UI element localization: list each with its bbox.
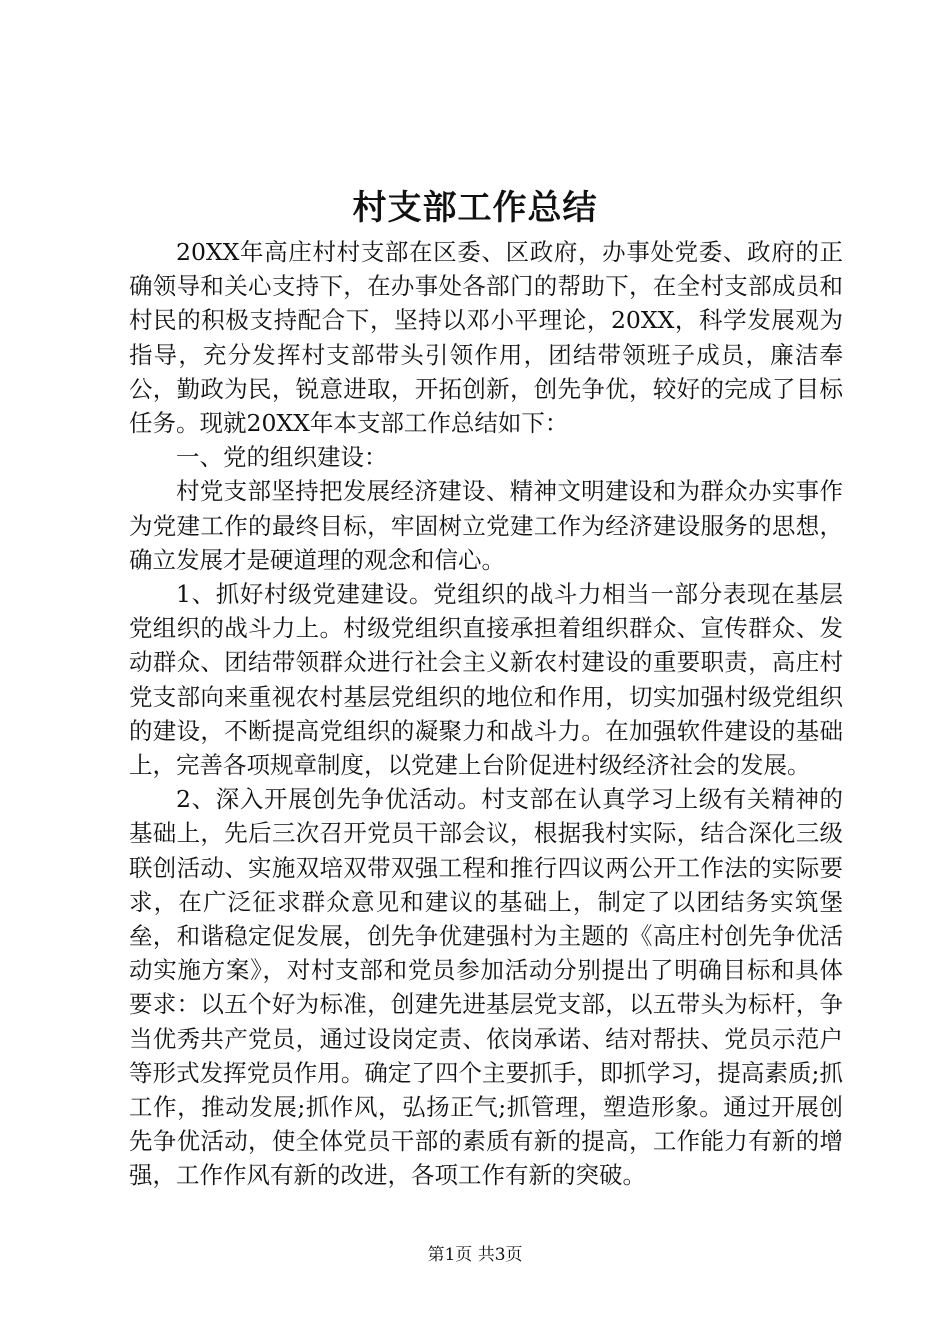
paragraph-item-2: 2、深入开展创先争优活动。村支部在认真学习上级有关精神的基础上，先后三次召开党员干部会议，根据我村实际，结合深化三级联创活动、实施双培双带双强工程和推行四议两公开工作法的实际要求，在广泛征求群众意见和建议的基础上，制定了以团结务实筑堡垒，和谐稳定促发展，创先争优建强村为主题的《高庄村创先争优活动实施方案》，对村支部和党员参加活动分别提出了明确目标和具体要求：以五个好为标准，创建先进基层党支部，以五带头为标杆，争当优秀共产党员，通过设岗定责、依岗承诺、结对帮扶、党员示范户等形式发挥党员作用。确定了四个主要抓手，即抓学习，提高素质;抓工作，推动发展;抓作风，弘扬正气;抓管理，塑造形象。通过开展创先争优活动，使全体党员干部的素质有新的提高，工作能力有新的增强，工作作风有新的改进，各项工作有新的突破。: [129, 785, 843, 1190]
document-title: 村支部工作总结: [352, 188, 598, 228]
section-heading-party-organization: 一、党的组织建设：: [176, 443, 388, 472]
paragraph-intro: 20XX年高庄村村支部在区委、区政府，办事处党委、政府的正确领导和关心支持下，在办事处各部门的帮助下，在全村支部成员和村民的积极支持配合下，坚持以邓小平理论，20XX，科学发展观为指导，充分发挥村支部带头引领作用，团结带领班子成员，廉洁奉公，勤政为民，锐意进取，开拓创新，创先争优，较好的完成了目标任务。现就20XX年本支部工作总结如下：: [129, 238, 843, 438]
paragraph-item-1: 1、抓好村级党建建设。党组织的战斗力相当一部分表现在基层党组织的战斗力上。村级党组织直接承担着组织群众、宣传群众、发动群众、团结带领群众进行社会主义新农村建设的重要职责，高庄村党支部向来重视农村基层党组织的地位和作用，切实加强村级党组织的建设，不断提高党组织的凝聚力和战斗力。在加强软件建设的基础上，完善各项规章制度，以党建上台阶促进村级经济社会的发展。: [129, 580, 843, 780]
document-body: [129, 235, 843, 1193]
paragraph-party-goal: 村党支部坚持把发展经济建设、精神文明建设和为群众办实事作为党建工作的最终目标，牢固树立党建工作为经济建设服务的思想，确立发展才是硬道理的观念和信心。: [129, 477, 843, 574]
page-number-footer: 第1页 共3页: [427, 1245, 523, 1265]
